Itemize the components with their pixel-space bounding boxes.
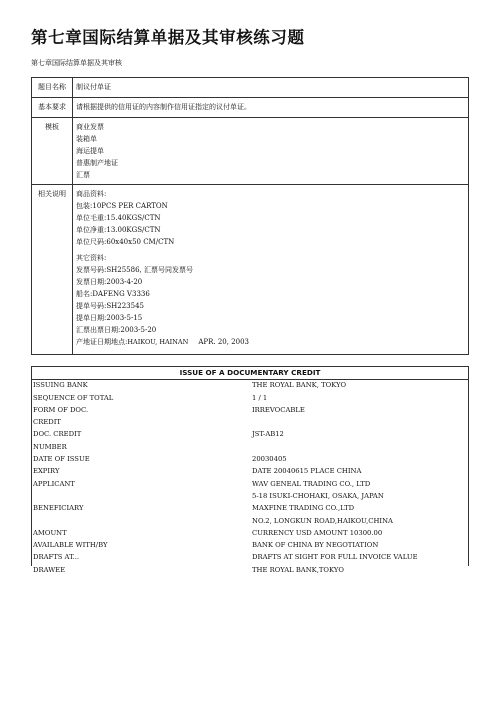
credit-field: NUMBER [33,442,67,451]
credit-row [31,453,469,465]
info-label: 题目名称 [32,78,73,98]
document-subtitle: 第七章国际结算单据及其审核 [31,59,122,67]
credit-row [31,404,469,416]
credit-field: BENEFICIARY [33,504,84,513]
credit-heading: ISSUE OF A DOCUMENTARY CREDIT [179,368,321,377]
credit-row [31,564,469,576]
info-value: 制议付单证 [73,78,469,98]
credit-row [31,527,469,539]
credit-field [31,515,250,527]
template-list [73,118,469,185]
other-header: 其它资料: [76,254,107,262]
credit-row [31,416,469,428]
credit-field: SEQUENCE OF TOTAL [33,393,114,402]
credit-field: EXPIRY [33,467,60,476]
credit-value: DATE 20040615 PLACE CHINA [252,467,362,476]
credit-field: AVAILABLE WITH/BY [33,541,108,550]
credit-value: THE ROYAL BANK,TOKYO [252,565,344,574]
other-line: 发票号码:SH25586, 汇票号同发票号 [76,266,193,274]
info-label: 相关说明 [32,185,73,355]
credit-row [31,490,469,502]
credit-row [31,539,469,551]
template-item: 汇票 [76,171,90,179]
other-line: 发票日期:2003-4-20 [76,278,143,286]
credit-field: APPLICANT [33,479,75,488]
credit-row [31,392,469,404]
credit-row [31,428,469,440]
other-line: 提单日期:2003-5-15 [76,314,143,322]
other-line: 提单号码:SH223545 [76,302,144,310]
documentary-credit-table [31,366,469,576]
credit-value: CURRENCY USD AMOUNT 10300.00 [252,528,383,537]
credit-row [31,379,469,391]
credit-value: BANK OF CHINA BY NEGOTIATION [252,541,379,550]
credit-value: THE ROYAL BANK, TOKYO [252,381,347,390]
credit-value: JST-AB12 [252,430,284,439]
other-line: 船名:DAFENG V3336 [76,290,150,298]
info-row-notes [32,185,469,355]
goods-line: 单位净重:13.00KGS/CTN [76,226,161,234]
credit-value: MAXFINE TRADING CO.,LTD [252,504,355,513]
goods-line: 单位尺码:60x40x50 CM/CTN [76,238,175,246]
credit-row [31,441,469,453]
other-line: 产地证日期地点:HAIKOU, HAINAN APR. 20, 2003 [76,338,249,346]
credit-value: IRREVOCABLE [252,405,305,414]
goods-header: 商品资料: [76,190,107,198]
credit-value: DRAFTS AT SIGHT FOR FULL INVOICE VALUE [252,553,418,562]
info-row-requirement [32,98,469,118]
credit-field: DOC. CREDIT [33,430,82,439]
credit-field: FORM OF DOC. [33,405,89,414]
credit-field: DATE OF ISSUE [33,455,90,464]
credit-row [31,478,469,490]
goods-line: 包装:10PCS PER CARTON [76,202,168,210]
credit-field: AMOUNT [33,528,67,537]
credit-value [250,416,469,428]
exercise-info-table [31,77,469,355]
document-title: 第七章国际结算单据及其审核练习题 [31,28,305,47]
credit-row [31,465,469,477]
credit-value: 5-18 ISUKI-CHOHAKI, OSAKA, JAPAN [252,491,384,500]
info-row-title [32,78,469,98]
info-row-template [32,118,469,185]
credit-value: NO.2, LONGKUN ROAD,HAIKOU,CHINA [252,516,393,525]
notes-content [73,185,469,355]
info-label: 基本要求 [32,98,73,118]
credit-field [31,490,250,502]
template-item: 海运提单 [76,147,104,155]
template-item: 商业发票 [76,123,104,131]
credit-field: ISSUING BANK [33,381,88,390]
credit-row [31,502,469,514]
credit-value: 1 / 1 [252,393,268,402]
other-line: 汇票出票日期:2003-5-20 [76,326,157,334]
credit-field: CREDIT [33,418,61,427]
credit-value [250,441,469,453]
credit-value: WAV GENEAL TRADING CO., LTD [252,479,371,488]
info-label: 模板 [32,118,73,185]
credit-value: 20030405 [252,455,287,464]
template-item: 普惠制产地证 [76,159,118,167]
credit-heading-divider [31,379,469,380]
info-value: 请根据提供的信用证的内容制作信用证指定的议付单证。 [73,98,469,118]
template-item: 装箱单 [76,135,97,143]
goods-line: 单位毛重:15.40KGS/CTN [76,214,161,222]
credit-field: DRAWEE [33,565,66,574]
credit-row [31,551,469,563]
credit-row [31,515,469,527]
credit-field: DRAFTS AT... [33,553,80,562]
